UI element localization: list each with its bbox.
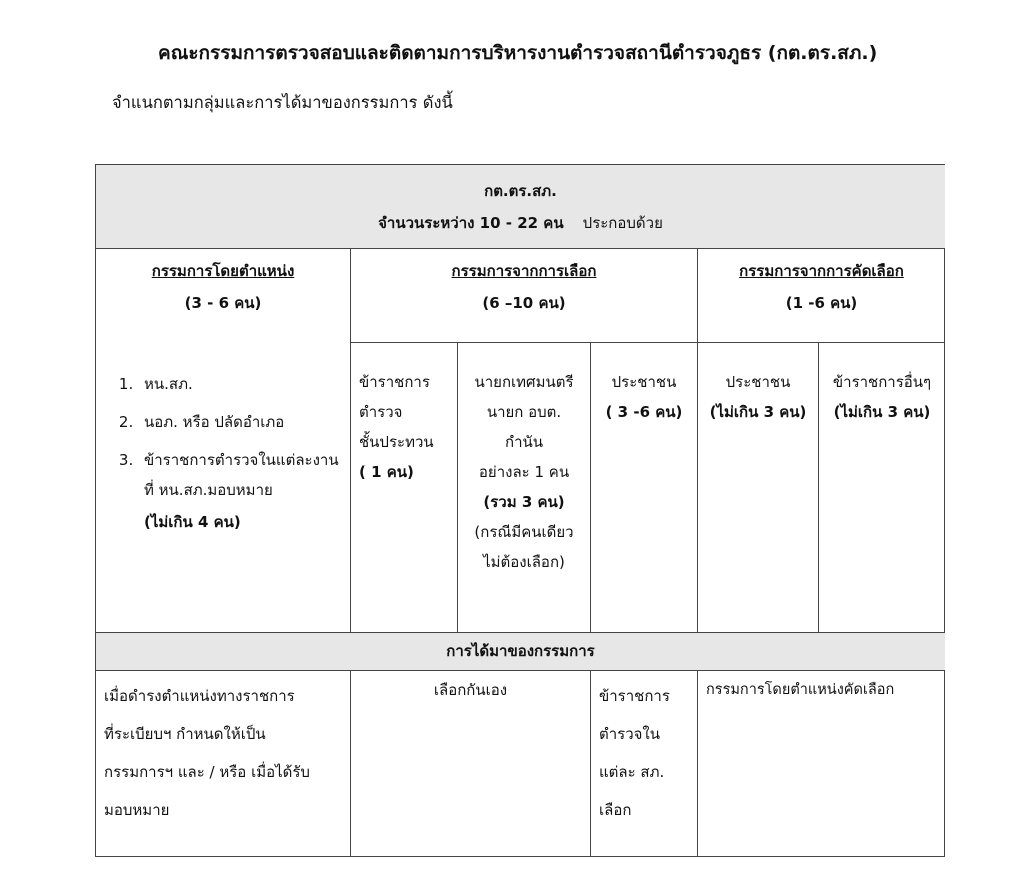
group-elected-header	[351, 249, 698, 343]
local-line: อย่างละ 1 คน	[478, 463, 570, 481]
elected-public-count: ( 3 -6 คน)	[605, 403, 683, 421]
group-elected-title: กรรมการจากการเลือก	[451, 262, 597, 280]
police-line: ชั้นประทวน	[359, 433, 434, 451]
heading-count: จำนวนระหว่าง 10 - 22 คน	[378, 214, 564, 232]
police-count: ( 1 คน)	[359, 463, 414, 481]
acq-public	[591, 671, 698, 857]
acquisition-heading: การได้มาของกรรมการ	[96, 633, 945, 671]
heading-count-line	[96, 207, 945, 239]
elected-local-cell	[458, 343, 591, 633]
heading-suffix: ประกอบด้วย	[582, 214, 663, 232]
police-line: ตำรวจ	[359, 403, 403, 421]
acq-line: ข้าราชการ	[599, 687, 670, 705]
group-selected-title: กรรมการจากการคัดเลือก	[739, 262, 904, 280]
elected-police-cell	[351, 343, 458, 633]
acq-line: ตำรวจใน	[599, 725, 661, 743]
group-by-position-header	[96, 249, 351, 343]
committee-table	[95, 164, 945, 857]
selected-official-count: (ไม่เกิน 3 คน)	[833, 403, 931, 421]
selected-public-cell	[698, 343, 819, 633]
local-line: นายก อบต.	[486, 403, 562, 421]
group-elected-count: (6 –10 คน)	[482, 294, 566, 312]
acq-line: แต่ละ สภ.	[599, 763, 665, 781]
page-subtitle: จำแนกตามกลุ่มและการได้มาของกรรมการ ดังนี้	[112, 93, 453, 112]
acq-by-position	[96, 671, 351, 857]
selected-public-count: (ไม่เกิน 3 คน)	[709, 403, 807, 421]
local-total: (รวม 3 คน)	[483, 493, 565, 511]
local-line: กำนัน	[504, 433, 543, 451]
group-by-position-title: กรรมการโดยตำแหน่ง	[151, 262, 295, 280]
selected-official-cell	[819, 343, 945, 633]
by-position-members	[96, 343, 351, 633]
acq-line: มอบหมาย	[104, 801, 170, 819]
elected-public-cell	[591, 343, 698, 633]
by-position-note: (ไม่เกิน 4 คน)	[144, 513, 241, 531]
group-by-position-count: (3 - 6 คน)	[184, 294, 262, 312]
group-selected-header	[698, 249, 945, 343]
acq-line: กรรมการฯ และ / หรือ เมื่อได้รับ	[104, 763, 310, 781]
police-line: ข้าราชการ	[359, 373, 430, 391]
elected-public-label: ประชาชน	[611, 373, 677, 391]
list-item: 2. นอภ. หรือ ปลัดอำเภอ	[138, 407, 340, 437]
selected-public-label: ประชาชน	[725, 373, 791, 391]
selected-official-label: ข้าราชการอื่นๆ	[832, 373, 932, 391]
list-item: 1. หน.สภ.	[138, 369, 340, 399]
by-position-list	[104, 369, 340, 505]
page-title: คณะกรรมการตรวจสอบและติดตามการบริหารงานตำรวจสถานีตำรวจภูธร (กต.ตร.สภ.)	[158, 42, 878, 64]
group-selected-count: (1 -6 คน)	[785, 294, 858, 312]
acq-elected: เลือกกันเอง	[351, 671, 591, 857]
acq-line: ที่ระเบียบฯ กำหนดให้เป็น	[104, 725, 266, 743]
local-note: (กรณีมีคนเดียว	[474, 523, 574, 541]
heading-title: กต.ตร.สภ.	[484, 182, 557, 200]
local-line: นายกเทศมนตรี	[474, 373, 574, 391]
table-heading	[96, 165, 945, 249]
local-note: ไม่ต้องเลือก)	[483, 553, 565, 571]
acq-selected: กรรมการโดยตำแหน่งคัดเลือก	[706, 682, 895, 698]
list-item: 3. ข้าราชการตำรวจในแต่ละงานที่ หน.สภ.มอบหมาย	[138, 445, 340, 505]
acq-line: เมื่อดำรงตำแหน่งทางราชการ	[104, 687, 295, 705]
acq-line: เลือก	[599, 801, 632, 819]
